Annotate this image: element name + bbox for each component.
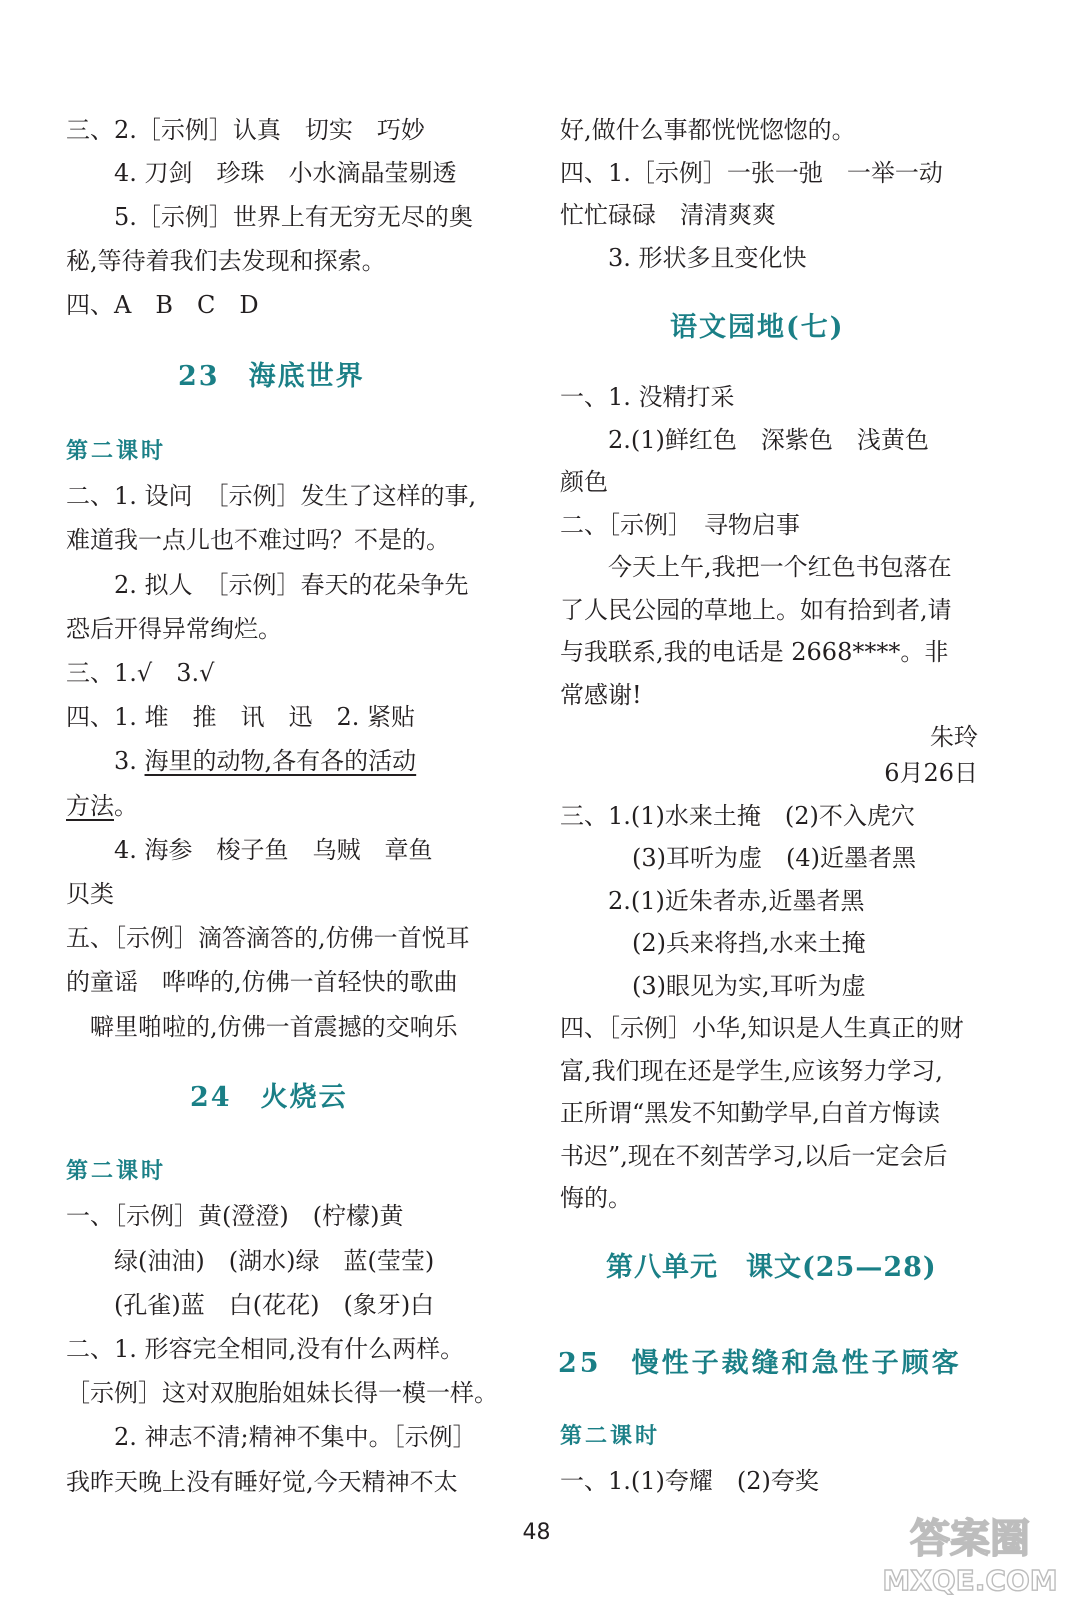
lesson-subtitle: 第二课时 <box>66 438 167 464</box>
answer-line: ［示例］这对双胞胎姐妹长得一模一样。 <box>66 1379 498 1407</box>
watermark-url: MXQE.COM <box>882 1564 1058 1597</box>
answer-line: 2. 神志不清;精神不集中。［示例］ <box>66 1423 477 1451</box>
answer-line: 悔的。 <box>560 1184 632 1212</box>
answer-line: 颜色 <box>560 468 608 496</box>
answer-line: 我昨天晚上没有睡好觉,今天精神不太 <box>66 1468 458 1496</box>
lesson-title: 24 火烧云 <box>190 1082 348 1113</box>
lesson-subtitle: 第二课时 <box>560 1423 661 1449</box>
answer-line: 贝类 <box>66 880 114 908</box>
page-number: 48 <box>522 1520 551 1545</box>
answer-line: 方法。 <box>66 792 138 820</box>
answer-line: 3. 形状多且变化快 <box>560 244 807 272</box>
answer-line: 富,我们现在还是学生,应该努力学习, <box>560 1057 943 1085</box>
answer-line: 三、1.√ 3.√ <box>66 659 215 687</box>
signature-date: 6月26日 <box>884 759 978 787</box>
lesson-subtitle: 第二课时 <box>66 1158 167 1184</box>
section-title: 语文园地(七) <box>670 312 845 343</box>
answer-line: 常感谢! <box>560 681 642 709</box>
answer-line: (孔雀)蓝 白(花花) (象牙)白 <box>66 1291 435 1319</box>
answer-line: 了人民公园的草地上。如有拾到者,请 <box>560 596 952 624</box>
answer-line: 的童谣 哗哗的,仿佛一首轻快的歌曲 <box>66 968 458 996</box>
answer-line: 噼里啪啦的,仿佛一首震撼的交响乐 <box>66 1013 458 1041</box>
answer-line: 二、1. 形容完全相同,没有什么两样。 <box>66 1335 465 1363</box>
answer-line: 与我联系,我的电话是 2668****。非 <box>560 638 949 666</box>
answer-line: 恐后开得异常绚烂。 <box>66 615 282 643</box>
underlined-answer: 海里的动物,各有各的活动 <box>144 747 417 775</box>
signature-name: 朱玲 <box>930 723 978 751</box>
answer-line: 好,做什么事都恍恍惚惚的。 <box>560 116 856 144</box>
lesson-title: 23 海底世界 <box>178 361 365 392</box>
answer-line: 二、［示例］ 寻物启事 <box>560 511 800 539</box>
answer-line: 四、A B C D <box>66 291 259 319</box>
answer-line: 2.(1)近朱者赤,近墨者黑 <box>560 887 865 915</box>
underlined-answer: 方法 <box>66 792 114 820</box>
answer-line: 四、［示例］小华,知识是人生真正的财 <box>560 1014 964 1042</box>
answer-line: (3)耳听为虚 (4)近墨者黑 <box>560 844 916 872</box>
answer-line: 四、1. 堆 推 讯 迅 2. 紧贴 <box>66 703 416 731</box>
answer-line: (3)眼见为实,耳听为虚 <box>560 972 866 1000</box>
answer-line: 一、1. 没精打采 <box>560 383 735 411</box>
answer-line: 秘,等待着我们去发现和探索。 <box>66 247 386 275</box>
answer-line: 忙忙碌碌 清清爽爽 <box>560 201 776 229</box>
answer-line: (2)兵来将挡,水来土掩 <box>560 929 866 957</box>
answer-line: 书迟”,现在不刻苦学习,以后一定会后 <box>560 1142 948 1170</box>
answer-line: 四、1.［示例］一张一弛 一举一动 <box>560 159 943 187</box>
answer-line: 一、［示例］黄(澄澄) (柠檬)黄 <box>66 1202 404 1230</box>
watermark-text: 答案圈 <box>910 1516 1030 1562</box>
answer-line: 一、1.(1)夸耀 (2)夸奖 <box>560 1467 819 1495</box>
answer-line: 2.(1)鲜红色 深紫色 浅黄色 <box>560 426 929 454</box>
answer-line: 4. 刀剑 珍珠 小水滴晶莹剔透 <box>66 159 457 187</box>
lesson-title: 25 慢性子裁缝和急性子顾客 <box>558 1348 962 1379</box>
answer-line: 3. 海里的动物,各有各的活动 <box>66 747 417 775</box>
answer-line: 三、1.(1)水来土掩 (2)不入虎穴 <box>560 802 915 830</box>
answer-line: 五、［示例］滴答滴答的,仿佛一首悦耳 <box>66 924 470 952</box>
answer-line: 二、1. 设问 ［示例］发生了这样的事, <box>66 482 477 510</box>
answer-line: 2. 拟人 ［示例］春天的花朵争先 <box>66 571 469 599</box>
answer-line: 三、2.［示例］认真 切实 巧妙 <box>66 116 425 144</box>
unit-title: 第八单元 课文(25—28) <box>606 1252 937 1283</box>
answer-line: 5.［示例］世界上有无穷无尽的奥 <box>66 203 473 231</box>
answer-line: 今天上午,我把一个红色书包落在 <box>560 553 952 581</box>
answer-line: 绿(油油) (湖水)绿 蓝(莹莹) <box>66 1247 435 1275</box>
answer-line: 正所谓“黑发不知勤学早,白首方悔读 <box>560 1099 940 1127</box>
answer-line: 难道我一点儿也不难过吗？不是的。 <box>66 526 450 554</box>
answer-line: 4. 海参 梭子鱼 乌贼 章鱼 <box>66 836 433 864</box>
watermark-logo <box>870 1502 1070 1598</box>
